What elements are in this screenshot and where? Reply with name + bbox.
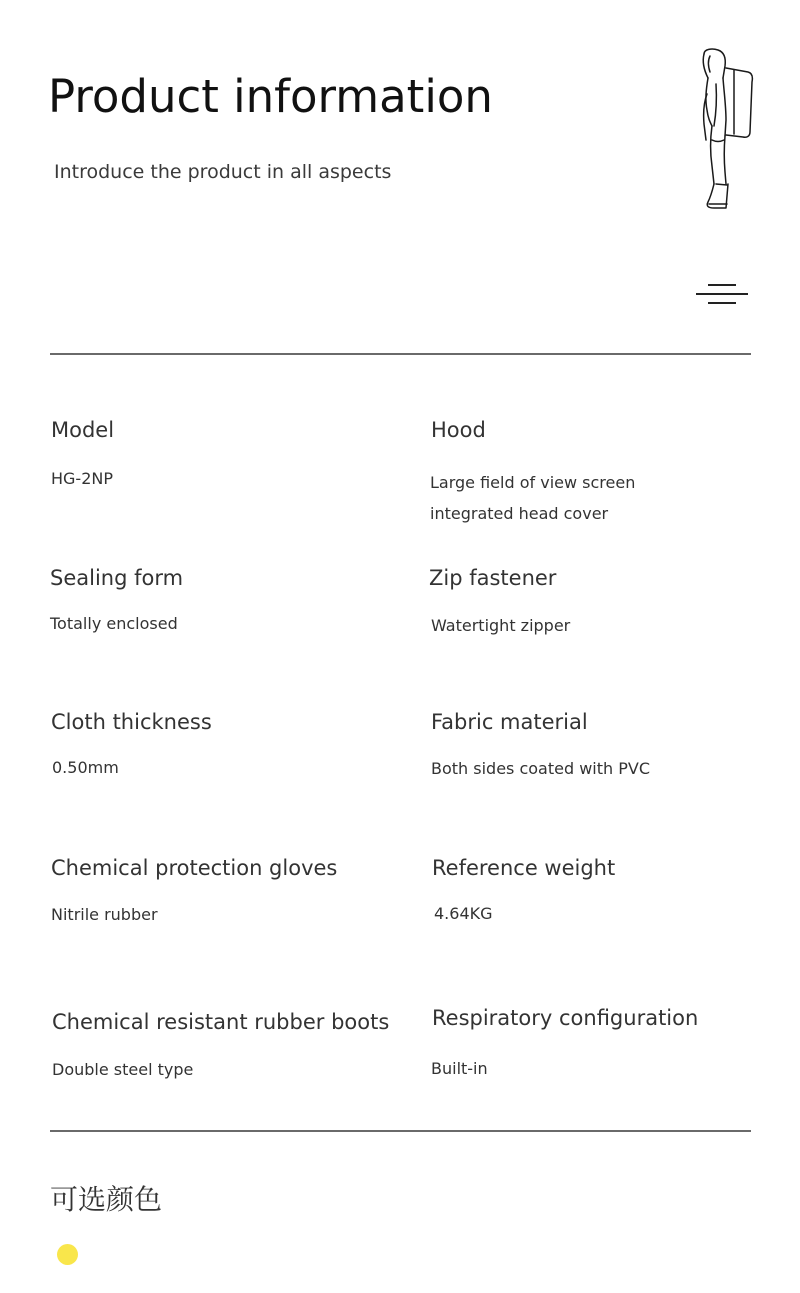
page-subtitle: Introduce the product in all aspects <box>54 161 392 183</box>
spec-value-gloves: Nitrile rubber <box>51 905 158 924</box>
spec-value-zip-fastener: Watertight zipper <box>431 616 571 635</box>
spec-label-hood: Hood <box>431 418 486 442</box>
spec-label-cloth-thickness: Cloth thickness <box>51 710 212 734</box>
spec-value-rubber-boots: Double steel type <box>52 1060 194 1079</box>
spec-label-sealing-form: Sealing form <box>50 566 184 590</box>
spec-value-hood: Large field of view screen integrated head cover <box>430 473 636 523</box>
spec-label-reference-weight: Reference weight <box>432 856 616 880</box>
divider-top <box>50 353 751 355</box>
menu-lines-icon[interactable] <box>696 284 748 306</box>
spec-value-sealing-form: Totally enclosed <box>50 614 178 633</box>
spec-label-respiratory-configuration: Respiratory configuration <box>432 1006 699 1030</box>
spec-value-fabric-material: Both sides coated with PVC <box>431 759 651 778</box>
color-swatch-yellow[interactable] <box>57 1244 78 1265</box>
spec-value-respiratory-configuration: Built-in <box>431 1059 488 1078</box>
color-options-title: 可选颜色 <box>50 1183 163 1216</box>
spec-value-cloth-thickness: 0.50mm <box>52 758 119 777</box>
spec-label-rubber-boots: Chemical resistant rubber boots <box>52 1010 390 1034</box>
spec-label-gloves: Chemical protection gloves <box>51 856 338 880</box>
hazmat-suit-figure-icon <box>690 44 760 218</box>
divider-bottom <box>50 1130 751 1132</box>
spec-label-model: Model <box>51 418 115 442</box>
spec-label-fabric-material: Fabric material <box>431 710 588 734</box>
spec-value-reference-weight: 4.64KG <box>434 904 493 923</box>
page-title: Product information <box>48 70 493 123</box>
spec-label-zip-fastener: Zip fastener <box>429 566 557 590</box>
spec-value-model: HG-2NP <box>51 469 113 488</box>
